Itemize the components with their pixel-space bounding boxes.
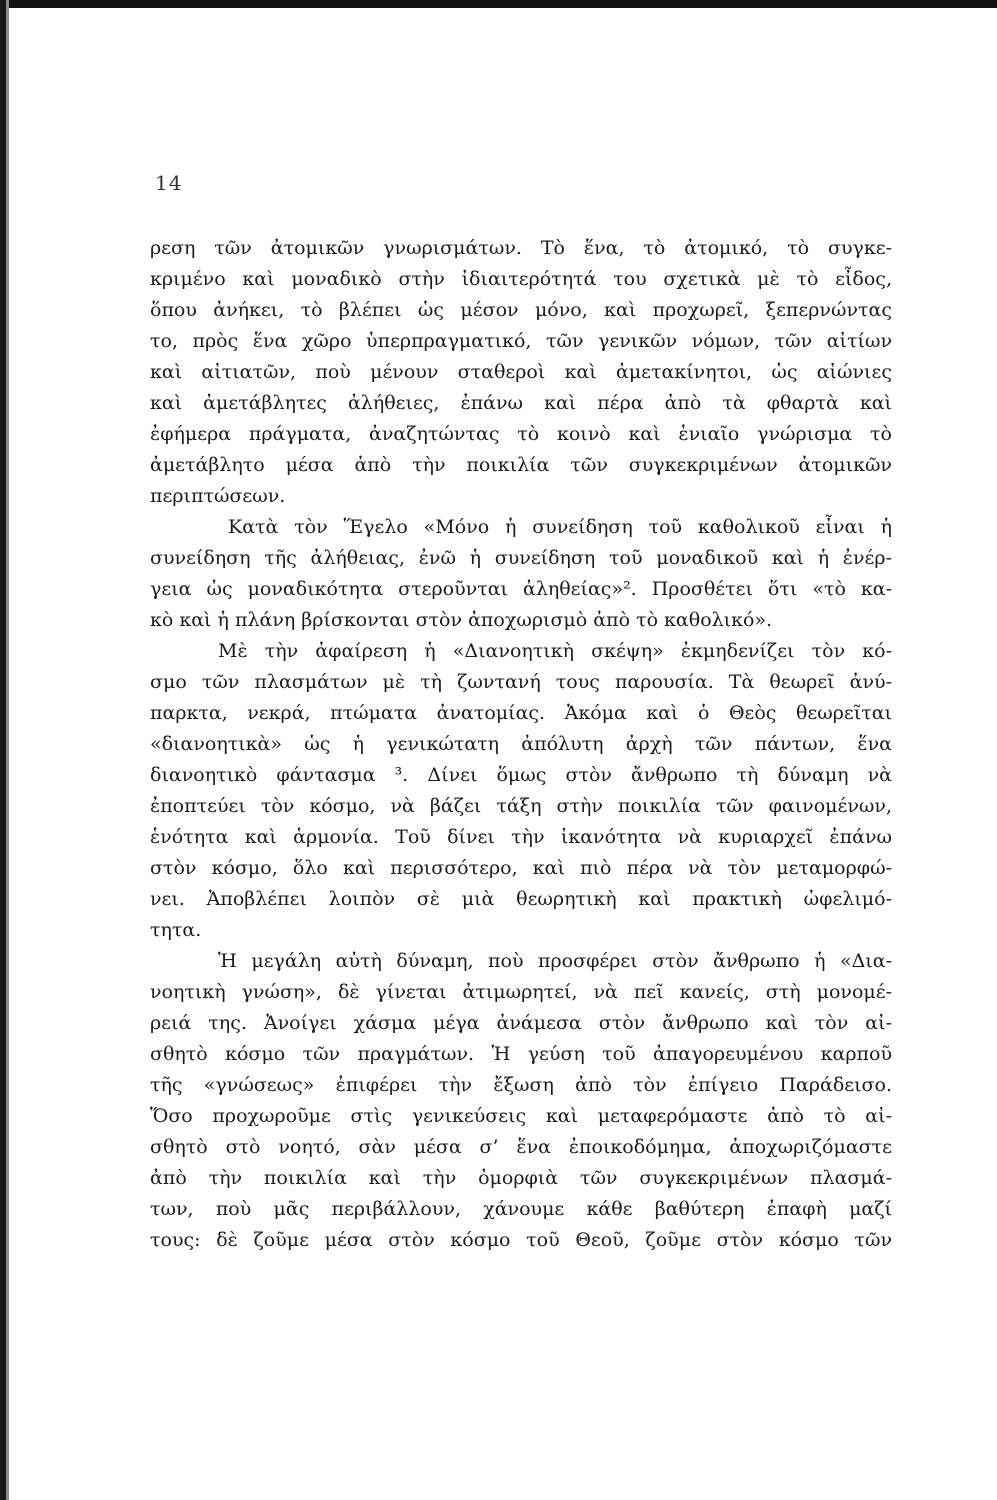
text-line: τους: δὲ ζοῦμε μέσα στὸν κόσμο τοῦ Θεοῦ, ζοῦμε στὸν κόσμο τῶν — [150, 1229, 892, 1251]
text-line: κὸ καὶ ἡ πλάνη βρίσκονται στὸν ἀποχωρισμὸ ἀπὸ τὸ καθολικό». — [150, 609, 773, 631]
text-line: περιπτώσεων. — [150, 485, 286, 507]
text-line: συνείδηση τῆς ἀλήθειας, ἐνῶ ἡ συνείδηση τοῦ μοναδικοῦ καὶ ἡ ἐνέρ- — [150, 547, 892, 569]
text-line: γεια ὡς μοναδικότητα στεροῦνται ἀληθείας»². Προσθέτει ὅτι «τὸ κα- — [150, 578, 892, 600]
text-line: ἐφήμερα πράγματα, ἀναζητώντας τὸ κοινὸ καὶ ἑνιαῖο γνώρισμα τὸ — [150, 423, 892, 445]
text-line: καὶ αἰτιατῶν, ποὺ μένουν σταθεροὶ καὶ ἀμετακίνητοι, ὡς αἰώνιες — [150, 361, 892, 383]
text-line: ἀμετάβλητο μέσα ἀπὸ τὴν ποικιλία τῶν συγκεκριμένων ἀτομικῶν — [150, 454, 892, 476]
text-line: σμο τῶν πλασμάτων μὲ τὴ ζωντανή τους παρουσία. Τὰ θεωρεῖ ἀνύ- — [150, 671, 892, 693]
text-line: ρεση τῶν ἀτομικῶν γνωρισμάτων. Τὸ ἕνα, τὸ ἀτομικό, τὸ συγκε- — [150, 237, 892, 259]
text-line: Ὅσο προχωροῦμε στὶς γενικεύσεις καὶ μεταφερόμαστε ἀπὸ τὸ αἰ- — [150, 1105, 892, 1127]
text-line: ἐποπτεύει τὸν κόσμο, νὰ βάζει τάξη στὴν ποικιλία τῶν φαινομένων, — [150, 795, 892, 817]
text-line: κριμένο καὶ μοναδικὸ στὴν ἰδιαιτερότητά του σχετικὰ μὲ τὸ εἶδος, — [150, 268, 892, 290]
text-line: Κατὰ τὸν Ἕγελο «Μόνο ἡ συνείδηση τοῦ καθολικοῦ εἶναι ἡ — [228, 516, 892, 538]
text-line: τῆς «γνώσεως» ἐπιφέρει τὴν ἔξωση ἀπὸ τὸν ἐπίγειο Παράδεισο. — [150, 1074, 892, 1096]
text-line: των, ποὺ μᾶς περιβάλλουν, χάνουμε κάθε βαθύτερη ἐπαφὴ μαζί — [150, 1198, 892, 1220]
text-line: σθητὸ στὸ νοητό, σὰν μέσα σ’ ἕνα ἐποικοδόμημα, ἀποχωριζόμαστε — [150, 1136, 892, 1158]
text-line: παρκτα, νεκρά, πτώματα ἀνατομίας. Ἀκόμα καὶ ὁ Θεὸς θεωρεῖται — [150, 702, 892, 724]
text-line: νοητικὴ γνώση», δὲ γίνεται ἀτιμωρητεί, νὰ πεῖ κανείς, στὴ μονομέ- — [150, 981, 892, 1003]
text-line: στὸν κόσμο, ὅλο καὶ περισσότερο, καὶ πιὸ πέρα νὰ τὸν μεταμορφώ- — [150, 857, 892, 879]
text-line: σθητὸ κόσμο τῶν πραγμάτων. Ἡ γεύση τοῦ ἀπαγορευμένου καρποῦ — [150, 1043, 892, 1065]
text-line: ὅπου ἀνήκει, τὸ βλέπει ὡς μέσον μόνο, καὶ προχωρεῖ, ξεπερνώντας — [150, 299, 892, 321]
text-line: νει. Ἀποβλέπει λοιπὸν σὲ μιὰ θεωρητικὴ καὶ πρακτικὴ ὠφελιμό- — [150, 888, 892, 910]
scan-border-top — [0, 0, 997, 8]
page-number: 14 — [155, 171, 183, 195]
body-text — [150, 233, 892, 1256]
text-line: ἀπὸ τὴν ποικιλία καὶ τὴν ὀμορφιὰ τῶν συγκεκριμένων πλασμά- — [150, 1167, 892, 1189]
text-line: τητα. — [150, 919, 202, 941]
text-line: Μὲ τὴν ἀφαίρεση ἡ «Διανοητικὴ σκέψη» ἐκμηδενίζει τὸν κό- — [218, 640, 892, 662]
text-line: ἑνότητα καὶ ἁρμονία. Τοῦ δίνει τὴν ἱκανότητα νὰ κυριαρχεῖ ἐπάνω — [150, 826, 892, 848]
scan-border-left-shadow — [6, 0, 9, 1500]
text-line: το, πρὸς ἕνα χῶρο ὑπερπραγματικό, τῶν γενικῶν νόμων, τῶν αἰτίων — [150, 330, 892, 352]
text-line: καὶ ἀμετάβλητες ἀλήθειες, ἐπάνω καὶ πέρα ἀπὸ τὰ φθαρτὰ καὶ — [150, 392, 892, 414]
text-line: Ἡ μεγάλη αὐτὴ δύναμη, ποὺ προσφέρει στὸν ἄνθρωπο ἡ «Δια- — [218, 950, 892, 972]
text-line: διανοητικὸ φάντασμα ³. Δίνει ὅμως στὸν ἄνθρωπο τὴ δύναμη νὰ — [150, 764, 892, 786]
text-line: ρειά της. Ἀνοίγει χάσμα μέγα ἀνάμεσα στὸν ἄνθρωπο καὶ τὸν αἰ- — [150, 1012, 892, 1034]
text-line: «διανοητικὰ» ὡς ἡ γενικώτατη ἀπόλυτη ἀρχὴ τῶν πάντων, ἕνα — [150, 733, 892, 755]
